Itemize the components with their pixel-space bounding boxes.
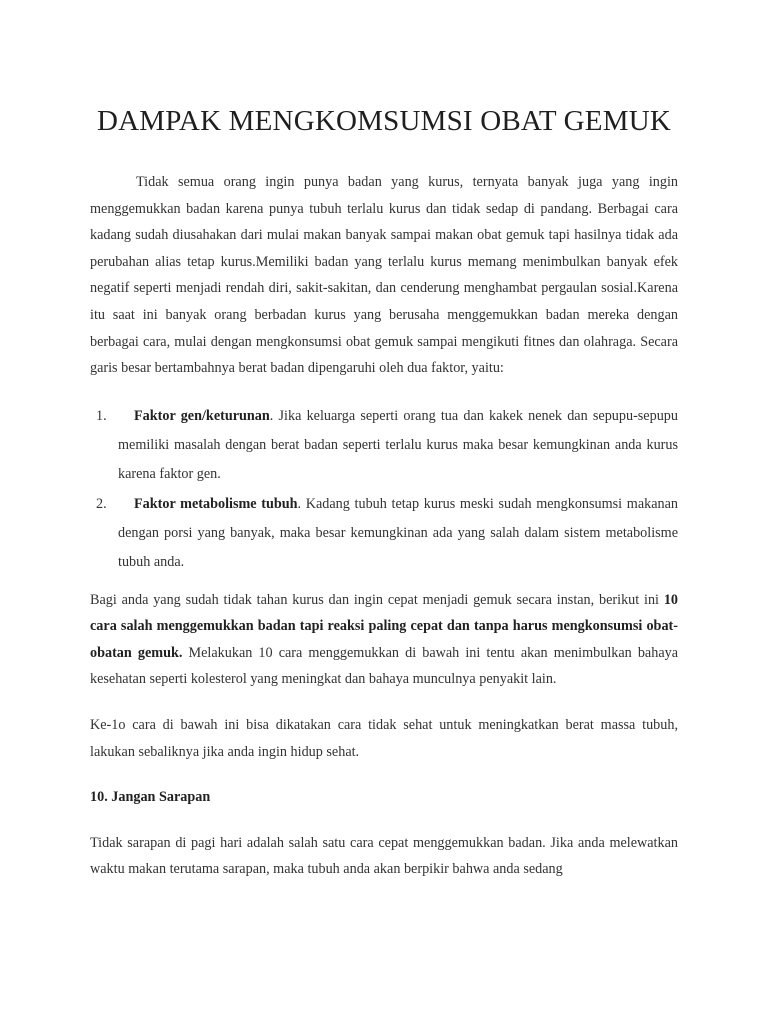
list-item-number: 1. (96, 407, 107, 424)
list-item-body (118, 490, 678, 578)
list-item-number: 2. (96, 495, 107, 512)
instant-paragraph-emphasis: 10 cara salah menggemukkan badan tapi reaksi paling cepat dan tanpa harus mengkonsumsi obat-obatan gemuk. (90, 591, 678, 661)
document-title: DAMPAK MENGKOMSUMSI OBAT GEMUK (96, 105, 671, 137)
list-item (90, 402, 678, 490)
section-paragraph: Tidak sarapan di pagi hari adalah salah satu cara cepat menggemukkan badan. Jika anda melewatkan waktu makan terutama sarapan, maka tubuh anda akan berpikir bahwa anda sedang (90, 834, 678, 878)
list-item (90, 490, 678, 578)
factor-list (90, 402, 678, 578)
instant-paragraph-tail: Melakukan 10 cara menggemukkan di bawah ini tentu akan menimbulkan bahaya kesehatan seperti kolesterol yang meningkat dan bahaya munculnya penyakit lain. (90, 644, 679, 688)
section-heading: 10. Jangan Sarapan (90, 789, 211, 806)
list-item-text: . Jika keluarga seperti orang tua dan kakek nenek dan sepupu-sepupu memiliki masalah dengan berat badan seperti terlalu kurus maka besar kemungkinan anda kurus karena faktor gen. (118, 407, 678, 483)
intro-paragraph: Tidak semua orang ingin punya badan yang kurus, ternyata banyak juga yang ingin menggemukkan badan karena punya tubuh terlalu kurus dan tidak sedap di pandang. Berbagai cara kadang sudah diusahakan dari mulai makan banyak sampai makan obat gemuk tapi hasilnya tidak ada perubahan alias tetap kurus.Memiliki badan yang terlalu kurus memang menimbulkan banyak efek negatif seperti menjadi rendah diri, sakit-sakitan, dan cenderung menghambat pergaulan sosial.Karena itu saat ini banyak orang berbadan kurus yang berusaha menggemukkan badan mereka dengan berbagai cara, mulai dengan mengkonsumsi obat gemuk sampai mengikuti fitnes dan olahraga. Secara garis besar bertambahnya berat badan dipengaruhi oleh dua faktor, yaitu: (90, 174, 678, 377)
list-item-body (118, 402, 678, 490)
list-item-text: . Kadang tubuh tetap kurus meski sudah mengkonsumsi makanan dengan porsi yang banyak, maka besar kemungkinan ada yang salah dalam sistem metabolisme tubuh anda. (118, 495, 678, 571)
list-item-term: Faktor metabolisme tubuh (134, 495, 298, 512)
instant-paragraph (90, 587, 678, 693)
instant-paragraph-lead: Bagi anda yang sudah tidak tahan kurus dan ingin cepat menjadi gemuk secara instan, berikut ini (90, 591, 664, 608)
ke10-paragraph: Ke-1o cara di bawah ini bisa dikatakan cara tidak sehat untuk meningkatkan berat massa tubuh, lakukan sebaliknya jika anda ingin hidup sehat. (90, 716, 678, 760)
list-item-term: Faktor gen/keturunan (134, 407, 270, 424)
